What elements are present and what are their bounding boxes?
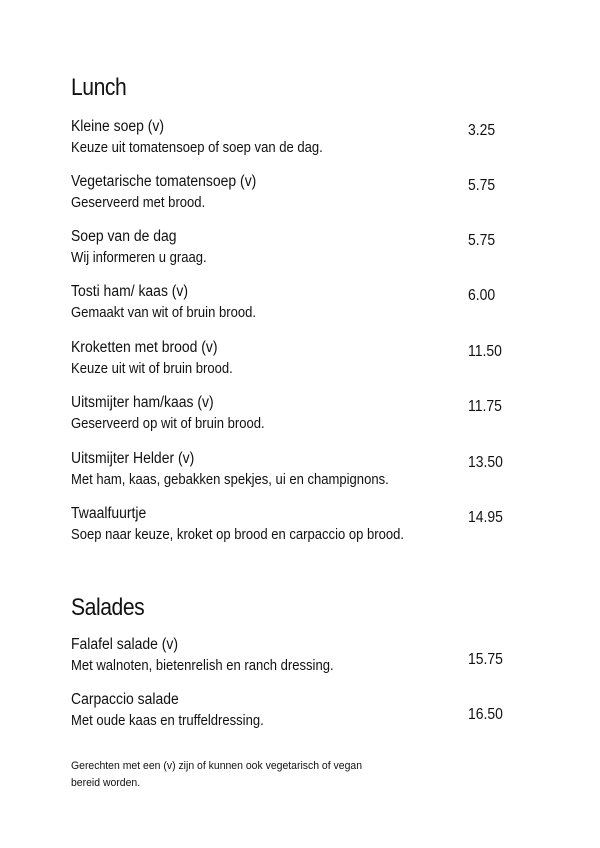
item-description: Met ham, kaas, gebakken spekjes, ui en champignons. [71,472,389,488]
item-name: Uitsmijter ham/kaas (v) [71,394,214,411]
item-name: Soep van de dag [71,228,177,245]
menu-item [71,173,531,217]
item-name: Falafel salade (v) [71,636,179,653]
menu-item [71,691,531,735]
menu-item [71,505,531,549]
menu-item [71,283,531,327]
item-description: Soep naar keuze, kroket op brood en carpaccio op brood. [71,527,404,543]
menu-item [71,394,531,438]
menu-item [71,118,531,162]
item-price: 6.00 [468,287,496,304]
item-price: 13.50 [468,454,503,471]
menu-item [71,450,531,494]
item-name: Carpaccio salade [71,691,179,708]
item-name: Vegetarische tomatensoep (v) [71,173,257,190]
item-price: 14.95 [468,509,503,526]
item-name: Tosti ham/ kaas (v) [71,283,189,300]
menu-item [71,228,531,272]
item-description: Geserveerd op wit of bruin brood. [71,416,265,432]
item-name: Uitsmijter Helder (v) [71,450,195,467]
item-description: Gemaakt van wit of bruin brood. [71,305,256,321]
lunch-title: Lunch [71,74,127,101]
item-price: 15.75 [468,651,503,668]
item-name: Twaalfuurtje [71,505,147,522]
item-description: Met walnoten, bietenrelish en ranch dressing. [71,658,334,674]
salades-title: Salades [71,594,145,621]
item-description: Wij informeren u graag. [71,250,207,266]
item-name: Kroketten met brood (v) [71,339,218,356]
menu-item [71,339,531,383]
menu-item [71,636,531,680]
item-price: 11.50 [468,343,502,360]
item-price: 16.50 [468,706,503,723]
item-name: Kleine soep (v) [71,118,165,135]
item-price: 3.25 [468,122,496,139]
item-price: 5.75 [468,232,496,249]
item-price: 11.75 [468,398,502,415]
item-description: Met oude kaas en truffeldressing. [71,713,264,729]
item-price: 5.75 [468,177,496,194]
item-description: Geserveerd met brood. [71,195,206,211]
item-description: Keuze uit tomatensoep of soep van de dag. [71,140,323,156]
footnote: Gerechten met een (v) zijn of kunnen ook vegetarisch of vegan bereid worden. [71,760,363,789]
item-description: Keuze uit wit of bruin brood. [71,361,233,377]
